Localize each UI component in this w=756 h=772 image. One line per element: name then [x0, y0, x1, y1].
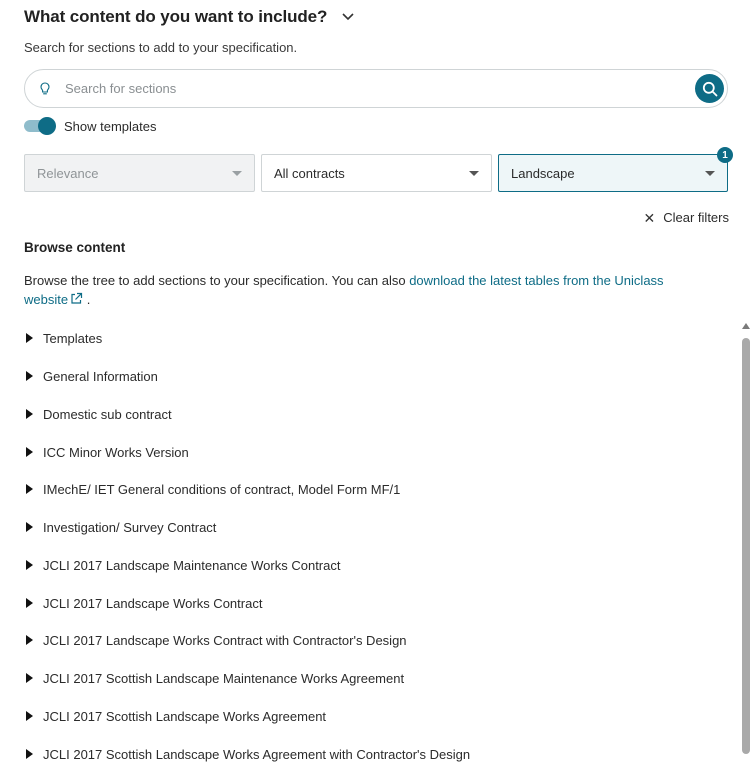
expand-triangle-icon[interactable]	[26, 522, 33, 532]
sort-select[interactable]	[24, 154, 255, 192]
browse-content-title: Browse content	[24, 240, 126, 255]
tree-item-label: Investigation/ Survey Contract	[43, 519, 217, 535]
browse-text-after: .	[83, 292, 91, 307]
scroll-up-arrow-icon[interactable]	[742, 323, 750, 329]
chevron-down-icon[interactable]	[341, 10, 355, 24]
tree-item-label: Templates	[43, 330, 103, 346]
tree-item-label: Domestic sub contract	[43, 406, 172, 422]
expand-triangle-icon[interactable]	[26, 673, 33, 683]
tree-item-label: JCLI 2017 Landscape Maintenance Works Contract	[43, 557, 341, 573]
clear-filters-button[interactable]	[644, 210, 729, 225]
expand-triangle-icon[interactable]	[26, 484, 33, 494]
search-icon	[702, 81, 718, 97]
tree-item[interactable]	[24, 320, 102, 356]
scrollbar-thumb[interactable]	[742, 338, 750, 754]
external-link-icon	[70, 292, 83, 305]
tree-item[interactable]	[24, 660, 404, 696]
tree-scrollbar[interactable]	[741, 322, 751, 752]
tree-item-label: JCLI 2017 Landscape Works Contract with Contractor's Design	[43, 632, 407, 648]
expand-triangle-icon[interactable]	[26, 598, 33, 608]
tree-item-label: ICC Minor Works Version	[43, 444, 189, 460]
tree-item[interactable]	[24, 396, 172, 432]
expand-triangle-icon[interactable]	[26, 635, 33, 645]
tree-item[interactable]	[24, 622, 407, 658]
toggle-knob	[38, 117, 56, 135]
clear-filters-label: Clear filters	[663, 210, 729, 225]
tree-item-label: IMechE/ IET General conditions of contract, Model Form MF/1	[43, 481, 401, 497]
expand-triangle-icon[interactable]	[26, 749, 33, 759]
close-icon: ✕	[643, 209, 656, 226]
caret-down-icon	[232, 171, 242, 176]
tree-item[interactable]	[24, 547, 340, 583]
tree-item-label: JCLI 2017 Landscape Works Contract	[43, 595, 263, 611]
uniclass-link-text: download the latest tables from the Uniclass website	[24, 273, 664, 307]
tree-item[interactable]	[24, 736, 470, 772]
expand-triangle-icon[interactable]	[26, 409, 33, 419]
show-templates-toggle[interactable]	[24, 116, 56, 136]
tree-item[interactable]	[24, 585, 262, 621]
expand-triangle-icon[interactable]	[26, 333, 33, 343]
search-input[interactable]	[65, 81, 727, 96]
tree-item-label: JCLI 2017 Scottish Landscape Works Agreement	[43, 708, 327, 724]
expand-triangle-icon[interactable]	[26, 447, 33, 457]
lightbulb-icon	[39, 81, 51, 97]
caret-down-icon	[469, 171, 479, 176]
caret-down-icon	[705, 171, 715, 176]
search-bar	[24, 69, 728, 108]
show-templates-label[interactable]: Show templates	[64, 118, 157, 134]
section-subtitle: Search for sections to add to your specification.	[24, 40, 298, 55]
browse-text-before: Browse the tree to add sections to your specification. You can also	[24, 273, 410, 288]
filter-count-badge: 1	[717, 147, 733, 163]
show-templates-row	[24, 116, 157, 136]
contracts-select[interactable]	[261, 154, 492, 192]
expand-triangle-icon[interactable]	[26, 371, 33, 381]
tree-item[interactable]	[24, 471, 400, 507]
tree-item-label: JCLI 2017 Scottish Landscape Maintenance Works Agreement	[43, 670, 405, 686]
sort-select-value: Relevance	[37, 165, 99, 181]
expand-triangle-icon[interactable]	[26, 560, 33, 570]
tree-item[interactable]	[24, 698, 326, 734]
search-button[interactable]	[695, 74, 724, 103]
tree-item[interactable]	[24, 358, 158, 394]
section-header	[24, 6, 355, 28]
tree-item[interactable]	[24, 509, 216, 545]
tree-item-label: General Information	[43, 368, 158, 384]
contracts-select-value: All contracts	[274, 165, 345, 181]
expand-triangle-icon[interactable]	[26, 711, 33, 721]
category-select[interactable]	[498, 149, 728, 192]
tree-item[interactable]	[24, 434, 189, 470]
category-select-value: Landscape	[511, 165, 575, 181]
tree-item-label: JCLI 2017 Scottish Landscape Works Agreement with Contractor's Design	[43, 746, 471, 762]
section-title: What content do you want to include?	[24, 7, 328, 26]
browse-content-description	[24, 271, 704, 309]
